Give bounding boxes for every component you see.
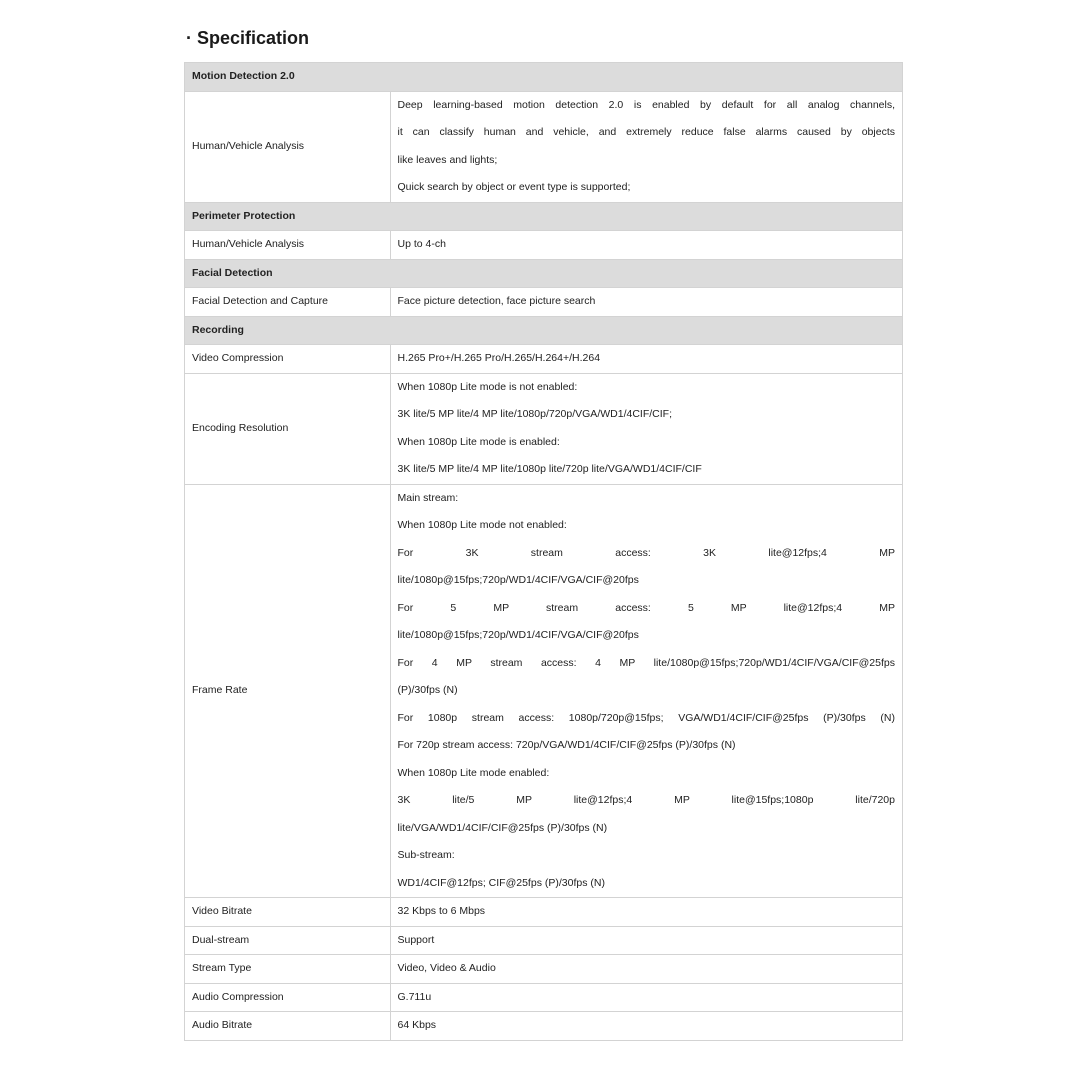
spec-value-line: 3K lite/5 MP lite/4 MP lite/1080p/720p/VGA/WD1/4CIF/CIF;: [397, 408, 672, 420]
spec-value: [390, 926, 903, 955]
spec-label: Encoding Resolution: [185, 373, 391, 484]
spec-value-line: Deep learning-based motion detection 2.0 is enabled by default for all analog channels,: [397, 98, 895, 111]
spec-value-line: For 720p stream access: 720p/VGA/WD1/4CIF/CIF@25fps (P)/30fps (N): [397, 739, 736, 751]
section-header: Perimeter Protection: [185, 202, 391, 231]
spec-value-line: G.711u: [397, 990, 432, 1003]
spec-value-line: For 1080p stream access: 1080p/720p@15fps; VGA/WD1/4CIF/CIF@25fps (P)/30fps (N): [397, 711, 895, 724]
spec-row: [185, 345, 903, 374]
spec-label: Dual-stream: [185, 926, 391, 955]
spec-label: Stream Type: [185, 955, 391, 984]
spec-value-line: When 1080p Lite mode is enabled:: [397, 435, 560, 448]
spec-value: [390, 1012, 903, 1041]
section-header: Recording: [185, 316, 391, 345]
spec-value-line: Quick search by object or event type is supported;: [397, 181, 631, 193]
spec-row: [185, 231, 903, 260]
section-header-spacer: [390, 63, 903, 92]
spec-value-line: When 1080p Lite mode enabled:: [397, 766, 550, 779]
spec-value-line: lite/1080p@15fps;720p/WD1/4CIF/VGA/CIF@20fps: [397, 629, 639, 641]
section-header-spacer: [390, 202, 903, 231]
spec-value-line: lite/VGA/WD1/4CIF/CIF@25fps (P)/30fps (N): [397, 821, 608, 834]
spec-value-line: Video, Video & Audio: [397, 962, 496, 974]
section-header-row: [185, 202, 903, 231]
section-header: Facial Detection: [185, 259, 391, 288]
spec-label: Audio Bitrate: [185, 1012, 391, 1041]
spec-value: [390, 373, 903, 484]
specification-table-body: [185, 63, 903, 1041]
specification-table: [184, 62, 903, 1041]
spec-value-line: Up to 4-ch: [397, 238, 446, 250]
spec-value: [390, 484, 903, 898]
spec-value: [390, 288, 903, 317]
spec-row: [185, 983, 903, 1012]
spec-value-line: 32 Kbps to 6 Mbps: [397, 905, 486, 917]
spec-value-line: it can classify human and vehicle, and extremely reduce false alarms caused by objects: [397, 126, 895, 138]
spec-value-line: lite/1080p@15fps;720p/WD1/4CIF/VGA/CIF@20fps: [397, 574, 639, 586]
spec-row: [185, 91, 903, 202]
spec-label: Frame Rate: [185, 484, 391, 898]
spec-value-line: Sub-stream:: [397, 849, 455, 861]
spec-row: [185, 898, 903, 927]
spec-value: [390, 91, 903, 202]
spec-label: Video Compression: [185, 345, 391, 374]
spec-value: [390, 983, 903, 1012]
spec-label: Facial Detection and Capture: [185, 288, 391, 317]
spec-value-line: When 1080p Lite mode not enabled:: [397, 519, 567, 531]
spec-value-line: For 5 MP stream access: 5 MP lite@12fps;4 MP: [397, 601, 895, 614]
page-title: · Specification: [186, 28, 310, 48]
section-header-row: [185, 259, 903, 288]
section-header-row: [185, 63, 903, 92]
spec-value: [390, 345, 903, 374]
spec-value-line: Main stream:: [397, 491, 459, 504]
spec-value-line: Face picture detection, face picture search: [397, 295, 596, 307]
spec-label: Human/Vehicle Analysis: [185, 231, 391, 260]
section-header-row: [185, 316, 903, 345]
spec-row: [185, 373, 903, 484]
spec-row: [185, 926, 903, 955]
spec-label: Human/Vehicle Analysis: [185, 91, 391, 202]
spec-row: [185, 288, 903, 317]
section-header-spacer: [390, 316, 903, 345]
spec-value-line: For 4 MP stream access: 4 MP lite/1080p@15fps;720p/WD1/4CIF/VGA/CIF@25fps: [397, 656, 895, 669]
spec-value-line: When 1080p Lite mode is not enabled:: [397, 380, 578, 393]
spec-value: [390, 955, 903, 984]
spec-value-line: 64 Kbps: [397, 1019, 437, 1031]
spec-value-line: 3K lite/5 MP lite@12fps;4 MP lite@15fps;1080p lite/720p: [397, 794, 895, 806]
spec-value-line: Support: [397, 933, 435, 946]
spec-value-line: For 3K stream access: 3K lite@12fps;4 MP: [397, 546, 895, 559]
spec-value-line: like leaves and lights;: [397, 153, 498, 166]
spec-row: [185, 955, 903, 984]
section-header-spacer: [390, 259, 903, 288]
spec-label: Video Bitrate: [185, 898, 391, 927]
spec-value: [390, 231, 903, 260]
spec-value-line: (P)/30fps (N): [397, 684, 458, 696]
spec-value-line: 3K lite/5 MP lite/4 MP lite/1080p lite/720p lite/VGA/WD1/4CIF/CIF: [397, 463, 702, 475]
section-header: Motion Detection 2.0: [185, 63, 391, 92]
spec-value-line: WD1/4CIF@12fps; CIF@25fps (P)/30fps (N): [397, 876, 605, 889]
spec-label: Audio Compression: [185, 983, 391, 1012]
spec-row: [185, 1012, 903, 1041]
spec-row: [185, 484, 903, 898]
spec-value: [390, 898, 903, 927]
spec-value-line: H.265 Pro+/H.265 Pro/H.265/H.264+/H.264: [397, 352, 601, 364]
